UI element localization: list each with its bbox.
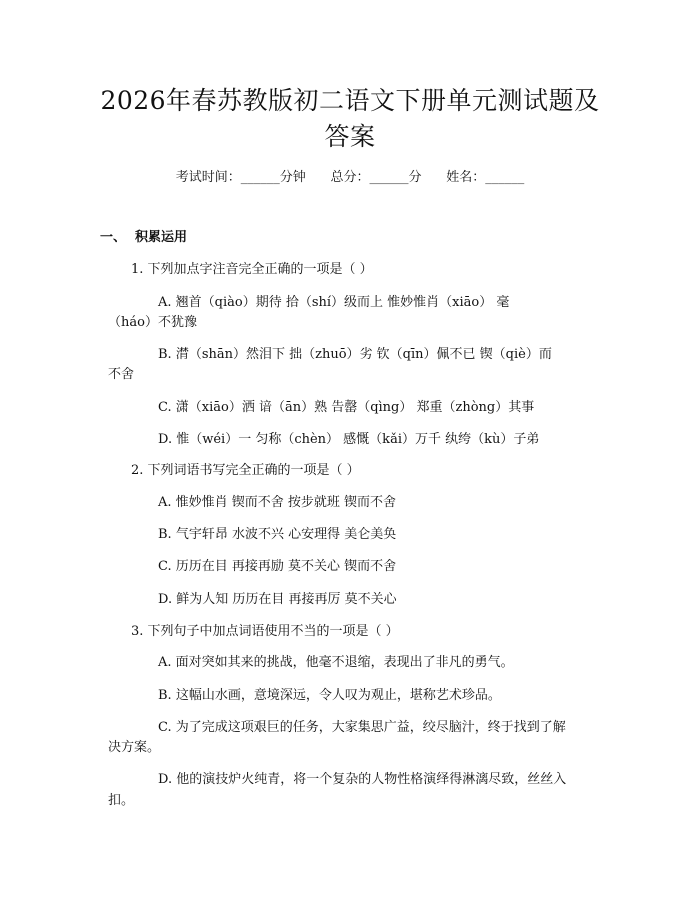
document-title-line-1: 2026年春苏教版初二语文下册单元测试题及 [100,86,600,115]
document-title-line-2: 答案 [324,122,376,151]
question-2-option-c: C. 历历在目 再接再励 莫不关心 锲而不舍 [158,559,397,574]
question-1-option-a: A. 翘首（qiào）期待 拾（shí）级而上 惟妙惟肖（xiāo） 毫 [158,295,510,310]
section-heading-1: 一、 积累运用 [100,230,188,245]
question-3-option-c: C. 为了完成这项艰巨的任务，大家集思广益，绞尽脑汁，终于找到了解 [158,720,566,735]
question-1-stem: 1. 下列加点字注音完全正确的一项是（ ） [131,262,373,277]
question-1-option-b-continued: 不舍 [108,367,135,382]
question-3-option-d-continued: 扣。 [108,793,135,808]
exam-info-line: 考试时间：______分钟 总分：______分 姓名：______ [175,170,525,185]
question-3-option-c-continued: 决方案。 [108,740,161,755]
question-1-option-c: C. 潇（xiāo）洒 谙（ān）熟 告罄（qìng） 郑重（zhòng）其事 [158,400,535,415]
question-2-stem: 2. 下列词语书写完全正确的一项是（ ） [131,463,360,478]
question-1-option-d: D. 惟（wéi）一 匀称（chèn） 感慨（kǎi）万千 纨绔（kù）子弟 [158,432,540,447]
question-1-option-b: B. 潸（shān）然泪下 拙（zhuō）劣 钦（qīn）佩不已 锲（qiè）而 [158,347,552,362]
question-3-option-d: D. 他的演技炉火纯青，将一个复杂的人物性格演绎得淋漓尽致，丝丝入 [158,772,567,787]
question-1-option-a-continued: （háo）不犹豫 [108,315,197,330]
question-2-option-a: A. 惟妙惟肖 锲而不舍 按步就班 锲而不舍 [158,495,397,510]
question-3-option-a: A. 面对突如其来的挑战，他毫不退缩，表现出了非凡的勇气。 [158,655,514,670]
question-2-option-d: D. 鲜为人知 历历在目 再接再厉 莫不关心 [158,592,397,607]
question-2-option-b: B. 气宇轩昂 水波不兴 心安理得 美仑美奂 [158,527,397,542]
question-3-stem: 3. 下列句子中加点词语使用不当的一项是（ ） [131,624,399,639]
question-3-option-b: B. 这幅山水画，意境深远，令人叹为观止，堪称艺术珍品。 [158,688,501,703]
